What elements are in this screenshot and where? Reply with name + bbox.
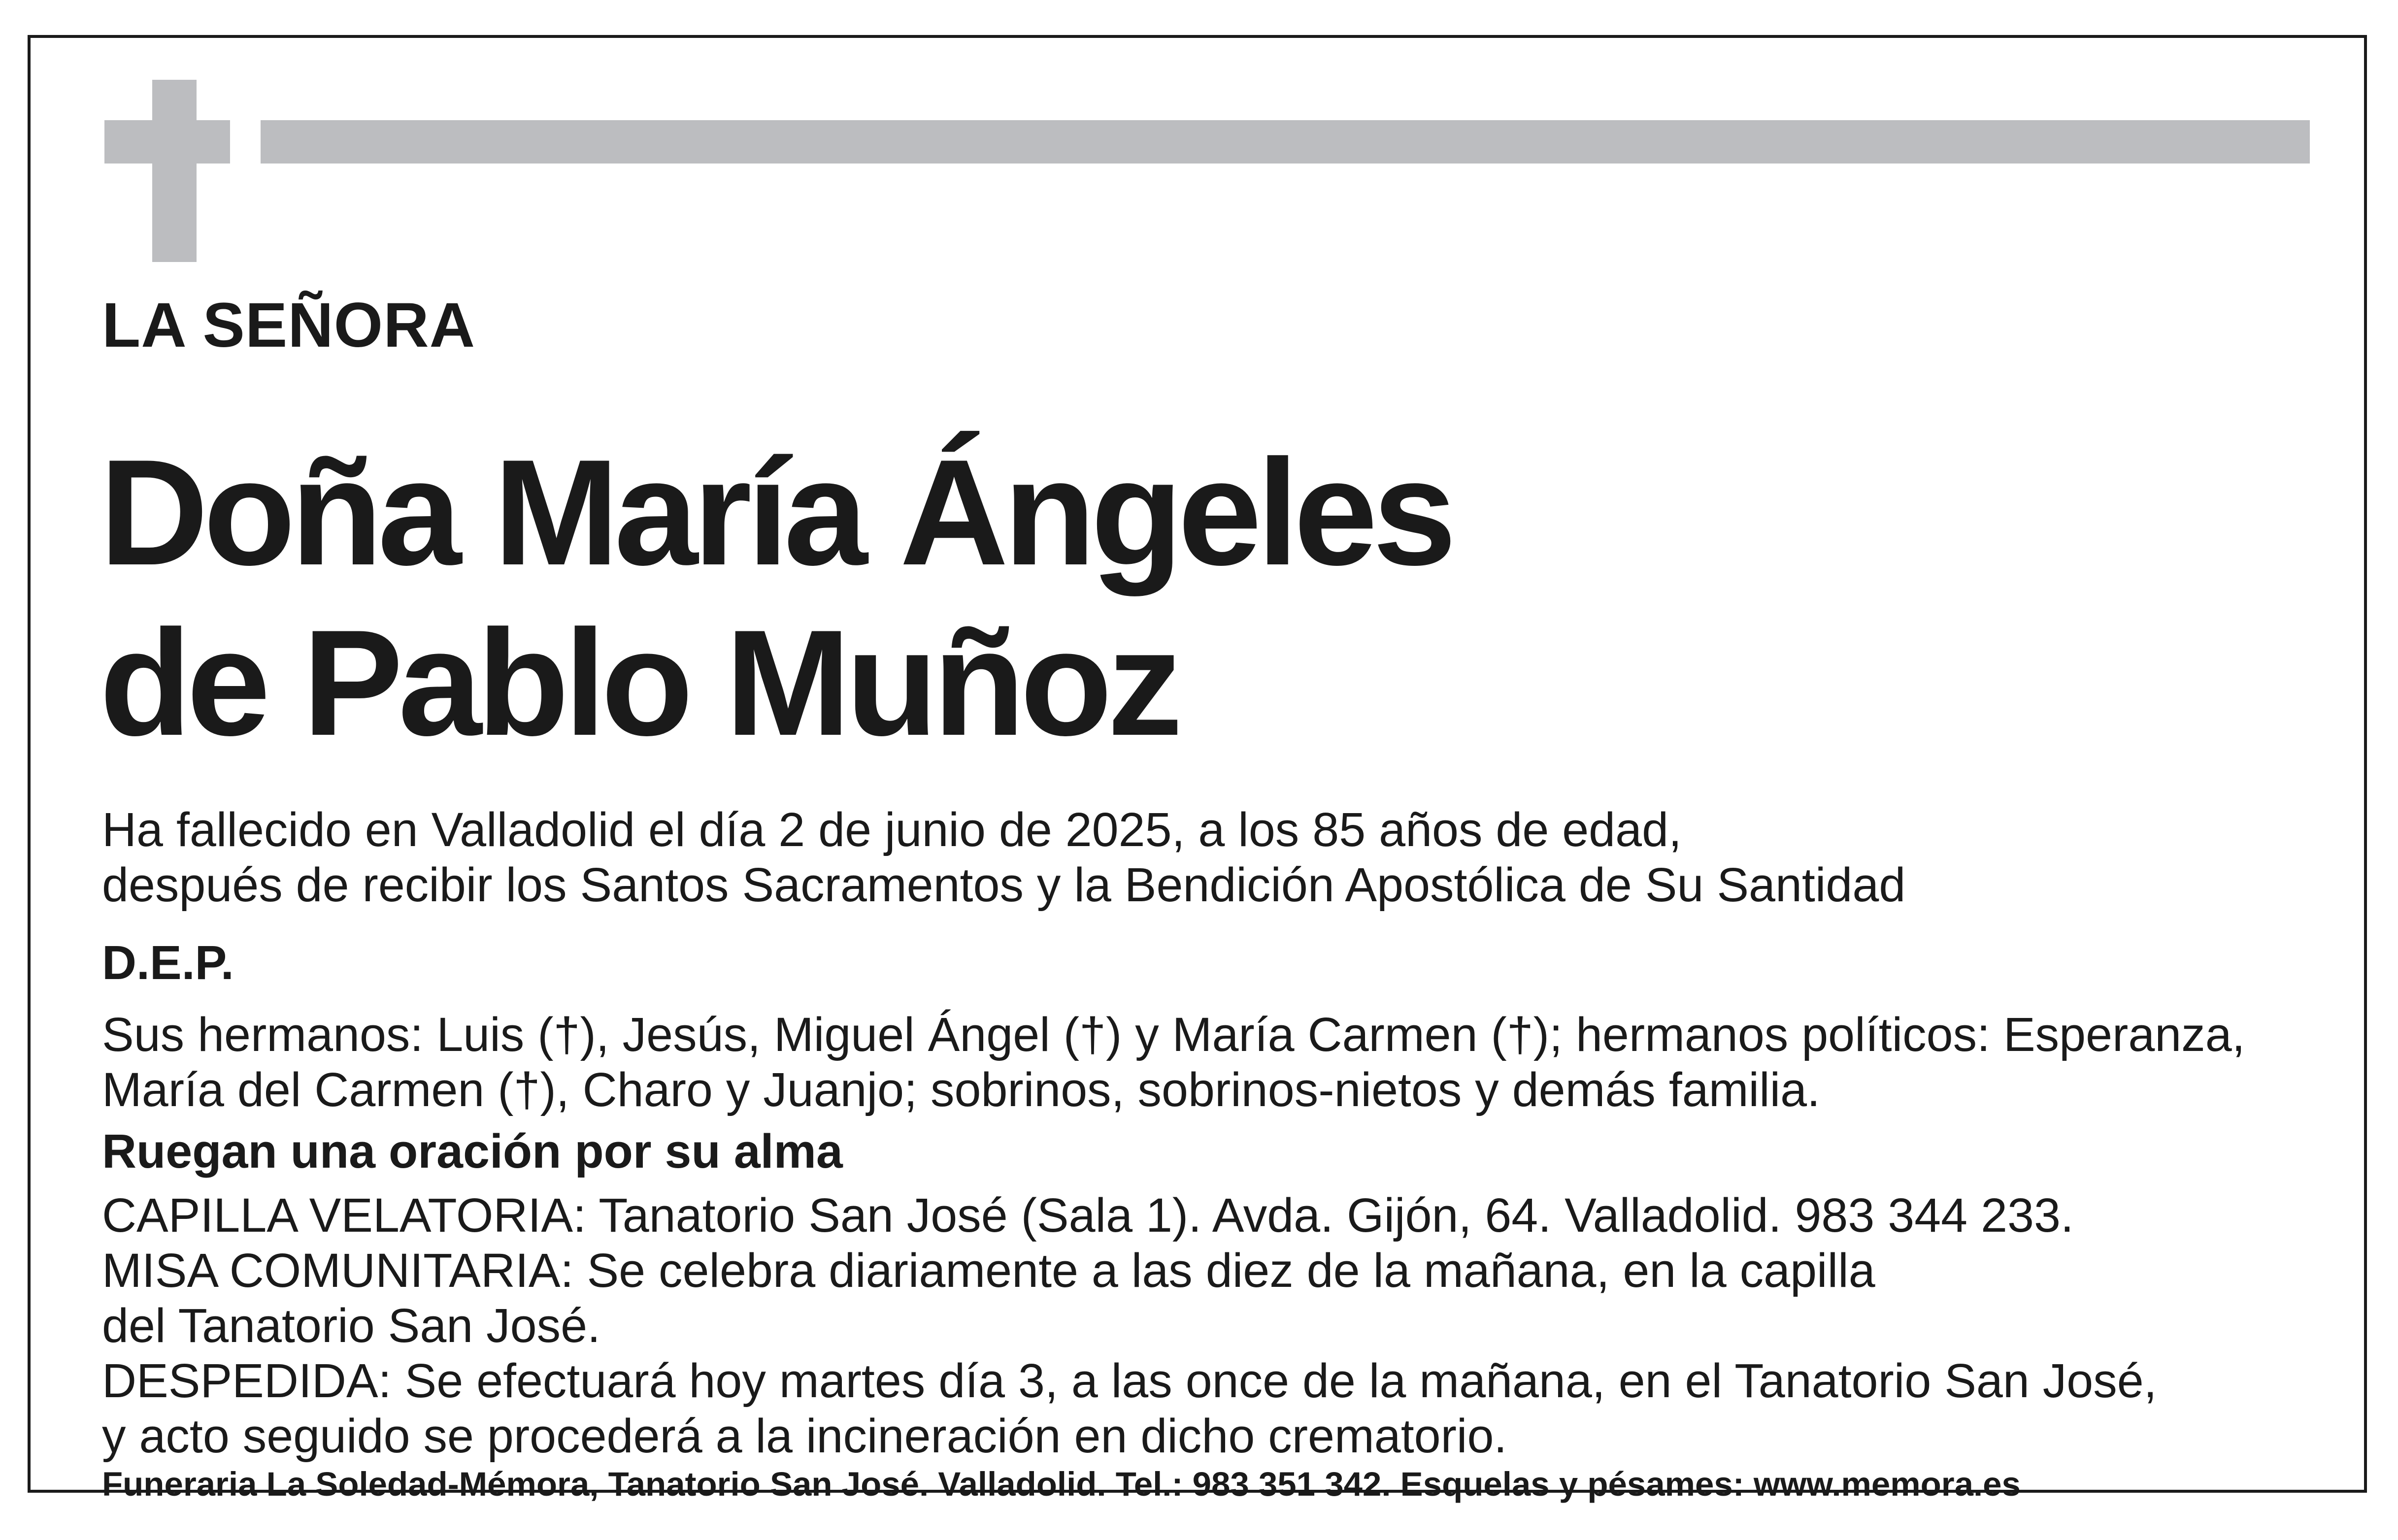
rip-label: D.E.P. xyxy=(102,936,234,989)
death-announcement-line-1: Ha fallecido en Valladolid el día 2 de junio de 2025, a los 85 años de edad, xyxy=(102,803,1682,856)
title-prefix: LA SEÑORA xyxy=(102,290,476,360)
header-divider-bar xyxy=(261,120,2310,164)
service-line-mass: MISA COMUNITARIA: Se celebra diariamente a las diez de la mañana, en la capilla xyxy=(102,1244,1875,1297)
funeral-services xyxy=(102,1188,2157,1464)
cross-vertical-beam xyxy=(152,80,197,262)
service-line-mass-continued: del Tanatorio San José. xyxy=(102,1299,601,1352)
prayer-request: Ruegan una oración por su alma xyxy=(102,1124,843,1178)
family-list xyxy=(102,1007,2245,1117)
service-line-farewell-continued: y acto seguido se procederá a la incineración en dicho crematorio. xyxy=(102,1409,1507,1463)
obituary-notice xyxy=(28,35,2367,1503)
service-line-farewell: DESPEDIDA: Se efectuará hoy martes día 3, a las once de la mañana, en el Tanatorio San José, xyxy=(102,1354,2157,1408)
deceased-name-line-2: de Pablo Muñoz xyxy=(100,598,1178,767)
deceased-name xyxy=(100,427,1452,768)
death-announcement xyxy=(102,802,1905,913)
death-announcement-line-2: después de recibir los Santos Sacramentos y la Bendición Apostólica de Su Santidad xyxy=(102,858,1906,912)
family-list-line-2: María del Carmen (†), Charo y Juanjo; sobrinos, sobrinos-nietos y demás familia. xyxy=(102,1063,1821,1116)
funeral-home-footer: Funeraria La Soledad-Mémora, Tanatorio San José. Valladolid. Tel.: 983 351 342. Esquelas y pésames: www.memora.es xyxy=(102,1465,2021,1503)
cross-horizontal-beam xyxy=(104,120,230,164)
deceased-name-line-1: Doña María Ángeles xyxy=(100,428,1452,596)
family-list-line-1: Sus hermanos: Luis (†), Jesús, Miguel Ángel (†) y María Carmen (†); hermanos políticos: Esperanza, xyxy=(102,1008,2245,1061)
service-line-wake: CAPILLA VELATORIA: Tanatorio San José (Sala 1). Avda. Gijón, 64. Valladolid. 983 344 233. xyxy=(102,1188,2074,1242)
